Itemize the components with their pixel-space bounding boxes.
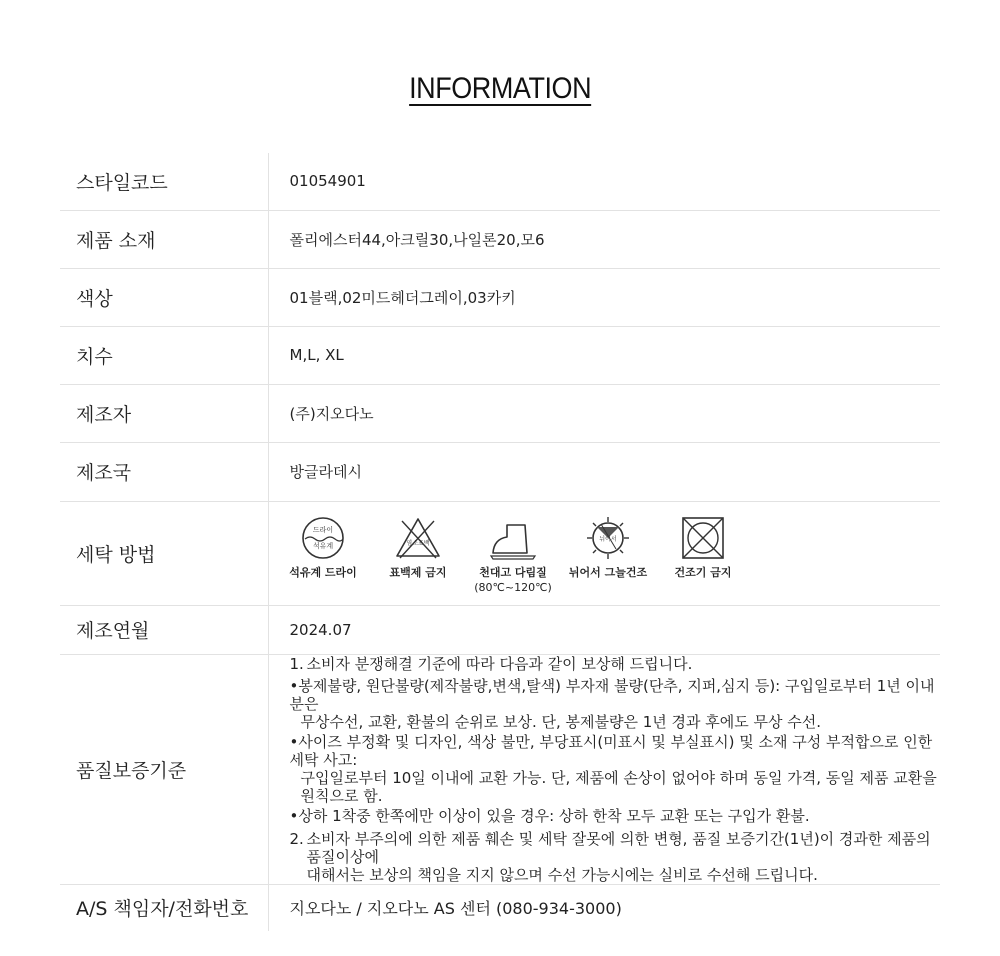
table-row — [60, 384, 940, 442]
wash-sub: (80℃~120℃) — [474, 580, 552, 594]
svg-text:뉘어서: 뉘어서 — [599, 535, 617, 543]
table-row — [60, 326, 940, 384]
row-label: 제조자 — [60, 384, 268, 442]
table-row — [60, 442, 940, 501]
quality-item-1: 1. 소비자 분쟁해결 기준에 따라 다음과 같이 보상해 드립니다. — [289, 654, 693, 673]
flat-dry-shade-icon — [584, 515, 632, 561]
wash-item — [276, 515, 371, 580]
info-table — [60, 153, 940, 931]
table-row — [60, 210, 940, 268]
wash-value — [268, 501, 940, 605]
list-item: •봉제불량, 원단불량(제작불량,변색,탈색) 부자재 불량(단추, 지퍼,심지 등): 구입일로부터 1년 이내분은 무상수선, 교환, 환불의 순위로 보상. 단, 봉제불량은 1년 경과 후에도 무상 수선. — [289, 676, 935, 731]
wash-caption: 뉘어서 그늘건조 — [568, 565, 648, 579]
table-row — [60, 884, 940, 931]
iron-cloth-icon — [489, 515, 537, 561]
row-value: M,L, XL — [268, 326, 940, 384]
row-value: 01054901 — [268, 153, 940, 210]
table-row — [60, 153, 940, 210]
row-label: A/S 책임자/전화번호 — [60, 884, 268, 931]
quality-item-2: 2. 소비자 부주의에 의한 제품 훼손 및 세탁 잘못에 의한 변형, 품질 보증기간(1년)이 경과한 제품의 품질이상에 대해서는 보상의 책임을 지지 않으며 수선 가능시에는 실비로 수선해 드립니다. — [289, 829, 931, 884]
table-row — [60, 605, 940, 654]
svg-text:석유계: 석유계 — [312, 541, 334, 550]
wash-label: 세탁 방법 — [60, 501, 268, 605]
wash-icons — [290, 515, 941, 594]
quality-bullets — [290, 677, 941, 825]
svg-text:드라이: 드라이 — [312, 525, 334, 534]
quality-text — [268, 654, 940, 884]
wash-item — [371, 515, 466, 580]
row-value: 2024.07 — [268, 605, 940, 654]
row-value: 지오다노 / 지오다노 AS 센터 (080-934-3000) — [289, 899, 622, 919]
row-label: 제품 소재 — [60, 210, 268, 268]
page-title: INFORMATION — [408, 72, 592, 105]
list-item: •사이즈 부정확 및 디자인, 색상 불만, 부당표시(미표시 및 부실표시) 및 소재 구성 부적합으로 인한 세탁 사고: 구입일로부터 10일 이내에 교환 가능. 단, 제품에 손상이 없어야 하며 동일 가격, 동일 제품 교환을 원칙으로 함. — [289, 732, 937, 805]
row-value: 폴리에스터44,아크릴30,나일론20,모6 — [268, 210, 940, 268]
title-wrap — [0, 72, 1000, 106]
row-label: 치수 — [60, 326, 268, 384]
row-label: 제조연월 — [60, 605, 268, 654]
wash-caption: 표백제 금지 — [389, 565, 447, 579]
wash-item — [561, 515, 656, 580]
no-bleach-icon — [394, 515, 442, 561]
list-item: •상하 1착중 한쪽에만 이상이 있을 경우: 상하 한착 모두 교환 또는 구입가 환불. — [289, 806, 810, 825]
wash-caption: 천대고 다림질 — [479, 565, 547, 579]
row-value: 01블랙,02미드헤더그레이,03카키 — [268, 268, 940, 326]
row-label: 제조국 — [60, 442, 268, 501]
quality-label: 품질보증기준 — [60, 654, 268, 884]
quality-row — [60, 654, 940, 884]
table-row — [60, 268, 940, 326]
wash-caption: 건조기 금지 — [674, 565, 732, 579]
row-value: (주)지오다노 — [268, 384, 940, 442]
wash-item — [656, 515, 751, 580]
wash-caption: 석유계 드라이 — [289, 565, 357, 579]
row-value: 방글라데시 — [268, 442, 940, 501]
wash-item — [466, 515, 561, 594]
no-tumble-dry-icon — [679, 515, 727, 561]
wash-row — [60, 501, 940, 605]
svg-text:염소표백: 염소표백 — [406, 539, 430, 547]
row-label: 색상 — [60, 268, 268, 326]
row-label: 스타일코드 — [60, 153, 268, 210]
dry-clean-petroleum-icon — [299, 515, 347, 561]
